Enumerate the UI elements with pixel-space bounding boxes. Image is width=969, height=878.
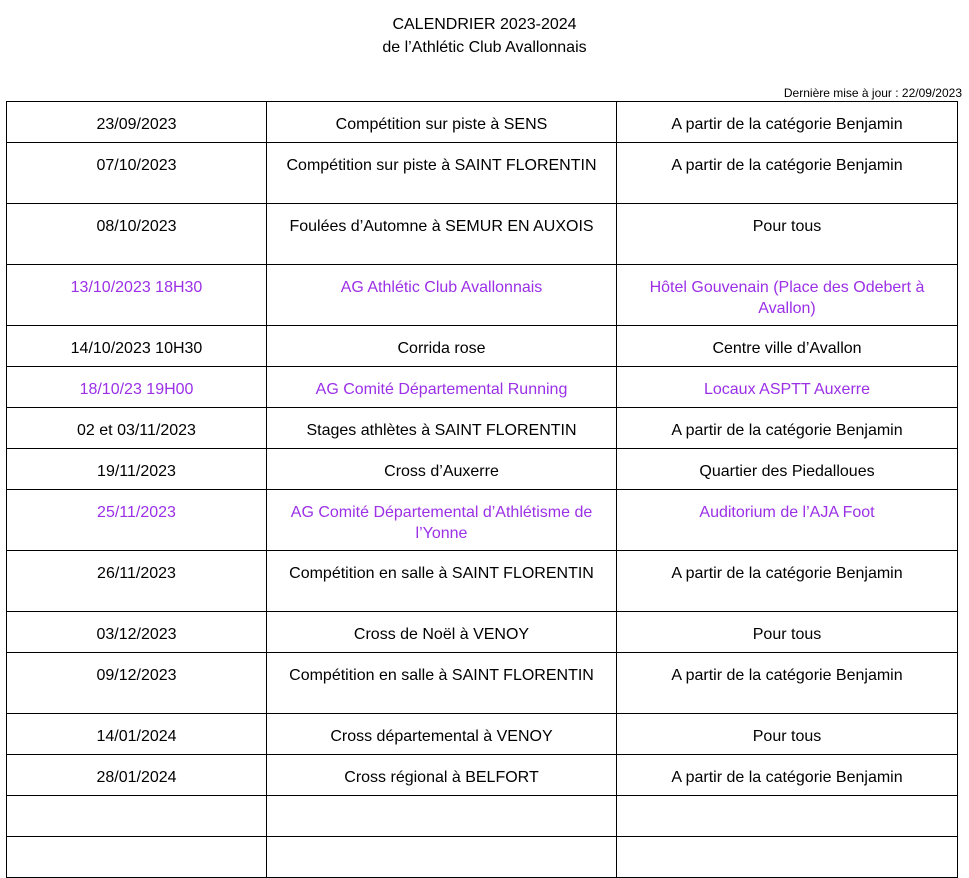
date-cell: 03/12/2023 [7, 612, 267, 653]
document-title [0, 13, 969, 59]
date-cell [7, 837, 267, 878]
event-cell: Compétition en salle à SAINT FLORENTIN [267, 653, 617, 714]
title-line-2: de l’Athlétic Club Avallonnais [382, 39, 587, 56]
table-row [7, 408, 958, 449]
last-update-note: Dernière mise à jour : 22/09/2023 [783, 86, 962, 100]
info-cell: A partir de la catégorie Benjamin [617, 408, 958, 449]
event-cell: Compétition sur piste à SENS [267, 102, 617, 143]
date-cell: 14/10/2023 10H30 [7, 326, 267, 367]
table-row [7, 326, 958, 367]
table-row [7, 551, 958, 612]
table-row [7, 204, 958, 265]
date-cell: 19/11/2023 [7, 449, 267, 490]
date-cell: 14/01/2024 [7, 714, 267, 755]
table-row [7, 102, 958, 143]
info-cell [617, 837, 958, 878]
event-cell: Stages athlètes à SAINT FLORENTIN [267, 408, 617, 449]
date-cell: 13/10/2023 18H30 [7, 265, 267, 326]
event-cell: AG Comité Départemental d’Athlétisme de l’Yonne [267, 490, 617, 551]
table-row [7, 837, 958, 878]
info-cell: A partir de la catégorie Benjamin [617, 755, 958, 796]
date-cell: 08/10/2023 [7, 204, 267, 265]
table-row [7, 653, 958, 714]
table-row [7, 367, 958, 408]
date-cell: 18/10/23 19H00 [7, 367, 267, 408]
event-cell: Foulées d’Automne à SEMUR EN AUXOIS [267, 204, 617, 265]
date-cell: 28/01/2024 [7, 755, 267, 796]
date-cell: 07/10/2023 [7, 143, 267, 204]
date-cell: 26/11/2023 [7, 551, 267, 612]
info-cell: Pour tous [617, 612, 958, 653]
event-cell: Corrida rose [267, 326, 617, 367]
info-cell: Locaux ASPTT Auxerre [617, 367, 958, 408]
event-cell: Compétition en salle à SAINT FLORENTIN [267, 551, 617, 612]
info-cell: A partir de la catégorie Benjamin [617, 143, 958, 204]
calendar-body [7, 102, 958, 878]
event-cell [267, 796, 617, 837]
table-row [7, 143, 958, 204]
event-cell: Cross départemental à VENOY [267, 714, 617, 755]
info-cell: Hôtel Gouvenain (Place des Odebert à Avallon) [617, 265, 958, 326]
info-cell: A partir de la catégorie Benjamin [617, 551, 958, 612]
event-cell: Compétition sur piste à SAINT FLORENTIN [267, 143, 617, 204]
info-cell: Centre ville d’Avallon [617, 326, 958, 367]
event-cell: AG Athlétic Club Avallonnais [267, 265, 617, 326]
event-cell [267, 837, 617, 878]
info-cell: A partir de la catégorie Benjamin [617, 102, 958, 143]
info-cell: Pour tous [617, 714, 958, 755]
event-cell: Cross d’Auxerre [267, 449, 617, 490]
table-row [7, 796, 958, 837]
date-cell: 09/12/2023 [7, 653, 267, 714]
date-cell [7, 796, 267, 837]
date-cell: 23/09/2023 [7, 102, 267, 143]
event-cell: Cross régional à BELFORT [267, 755, 617, 796]
table-row [7, 449, 958, 490]
date-cell: 02 et 03/11/2023 [7, 408, 267, 449]
info-cell: Pour tous [617, 204, 958, 265]
table-row [7, 612, 958, 653]
info-cell [617, 796, 958, 837]
info-cell: Quartier des Piedalloues [617, 449, 958, 490]
table-row [7, 265, 958, 326]
event-cell: AG Comité Départemental Running [267, 367, 617, 408]
table-row [7, 714, 958, 755]
table-row [7, 755, 958, 796]
date-cell: 25/11/2023 [7, 490, 267, 551]
event-cell: Cross de Noël à VENOY [267, 612, 617, 653]
calendar-table [6, 101, 958, 878]
info-cell: Auditorium de l’AJA Foot [617, 490, 958, 551]
info-cell: A partir de la catégorie Benjamin [617, 653, 958, 714]
table-row [7, 490, 958, 551]
title-line-1: CALENDRIER 2023-2024 [392, 16, 577, 33]
